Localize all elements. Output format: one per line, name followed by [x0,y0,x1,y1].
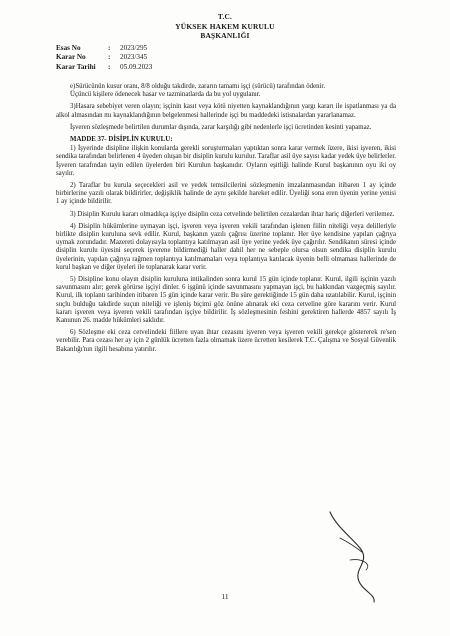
page-number: 11 [221,592,229,601]
meta-value: 05.09.2023 [120,62,153,71]
meta-row-tarih [56,63,152,72]
meta-row-karar [56,53,152,62]
body-paragraph: 5) Disipline konu olayın disiplin kuruluna intikalinden sonra kurul 15 gün içinde toplanır. Kurul, ilgili işçinin yazılı savunmasını alır; gerek görürse işçiyi dinler. 6 işgünü içinde savunmasını yapmayan işçi, bu hakkından vazgeçmiş sayılır. Kurul, ilk toplantı tarihinden itibaren 15 gün içinde karar verir. Bu süre gerektiğinde 15 gün daha uzatılabilir. Kurul, işçinin suçlu bulduğu takdirde suçun niteliği ve işleniş biçimi göz önüne alınarak eki ceza cetveline göre kararını verir. Kurul kararı işveren veya işveren vekili tarafından işçiye bildirilir. İş sözleşmesinin feshini gerektiren hallerde 4857 sayılı İş Kanunun 26. madde hükümleri saklıdır. [56,276,396,325]
body-paragraph: 1) İşyerinde disipline ilişkin konularda gerekli soruşturmaları yaptıktan sonra karar vermek üzere, ikisi işveren, ikisi sendika tarafından belirlenen 4 üyeden oluşan bir disiplin kurulu kurulur. Taraflar asil üye sayısı kadar yedek üye belirlerler. İşveren tarafından tayin edilen üyelerden biri Kurulun başkanıdır. Oyların eşitliği halinde Kurul başkanının oyu iki oy sayılır. [56,145,396,177]
header-line-institution: YÜKSEK HAKEM KURULU [175,21,275,31]
section-title: MADDE 37- DİSİPLİN KURULU: [70,136,173,144]
body-paragraph: 3) Disiplin Kurulu kararı olmadıkça işçiye disiplin ceza cetvelinde belirtilen cezalardan ihtar hariç diğerleri verilemez. [70,210,395,218]
body-paragraph: Üçüncü kişilere ödenecek hasar ve tazminatlarda da bu yol uygulanır. [70,91,261,99]
meta-sep: : [108,44,111,52]
meta-sep: : [108,53,111,62]
meta-key: Karar Tarihi [56,62,96,71]
document-body [56,83,396,358]
meta-row-esas [56,44,152,53]
body-paragraph: 3)Hasara sebebiyet veren olayın; işçinin kasıt veya kötü niyetten kaynaklandığının yargı kararı ile ispatlanması ya da alkol almasından mı kaynaklandığının belgelenmesi hallerinde işçi bu maddedeki istisnalardan yararlanamaz. [56,103,396,119]
header-line-tc: T.C. [217,12,233,21]
document-header [0,12,450,41]
body-paragraph: 6) Sözleşme eki ceza cetvelindeki fiillere uyan ihtar cezasını işveren veya işveren vekili gerekçe göstererek re'sen verebilir. Para cezası her ay için 2 günlük ücretten fazla olmamak üzere ücretten kesilerek T.C. Çalışma ve Sosyal Güvenlik Bakanlığı'nın ilgili hesabına yatırılır. [56,329,396,353]
body-paragraph: e)Sürücünün kusur oranı, 8/8 olduğu takdirde, zararın tamamı işçi (sürücü) tarafından ödenir. [70,83,326,90]
meta-sep: : [108,62,111,71]
header-line-presidency: BAŞKANLIĞI [200,31,250,41]
meta-key: Esas No [56,44,81,52]
case-metadata [56,44,152,72]
meta-value: 2023/345 [120,53,148,62]
meta-key: Karar No [56,53,86,62]
body-paragraph: 2) Taraflar bu kurula seçecekleri asil ve yedek temsilcilerini sözleşmenin imzalanmasından itibaren 1 ay içinde birbirlerine yazılı olarak bildirirler, değişiklik halinde de aynı şekilde hareket edilir. Üyeliği sona eren üyenin yerine yenisi 1 ay içinde bildirilir. [56,182,396,206]
meta-value: 2023/295 [120,44,148,52]
body-paragraph: 4) Disiplin hükümlerine uymayan işçi, işveren veya işveren vekili tarafından işlenen fiilin niteliği veya delilleriyle birlikte disiplin kuruluna sevk edilir. Kurul, başkanın yazılı çağrısı üzerine toplanır. Her üye kendisine yapılan çağrıya uymak zorundadır. Mazereti dolayısıyla toplantıya katılmayan asil üye yerine yedek üye çağırılır. Sendikanın süresi içinde disiplin kurulu üyesini seçerek işverene bildirmediği haller dahil her ne sebeple olursa olsun sendika disiplin kurulu üyelerinin, yapılan çağrıya rağmen toplantıya katılmamaları veya toplantıya katılacak üyenin belli olmaması hallerinde de kurul başkan ve diğer üyeleri ile toplanarak karar verir. [56,222,396,271]
body-paragraph: İşveren sözleşmede belirtilen durumlar dışında, zarar karşılığı gibi nedenlerle işçi ücretinden kesinti yapamaz. [70,123,372,131]
